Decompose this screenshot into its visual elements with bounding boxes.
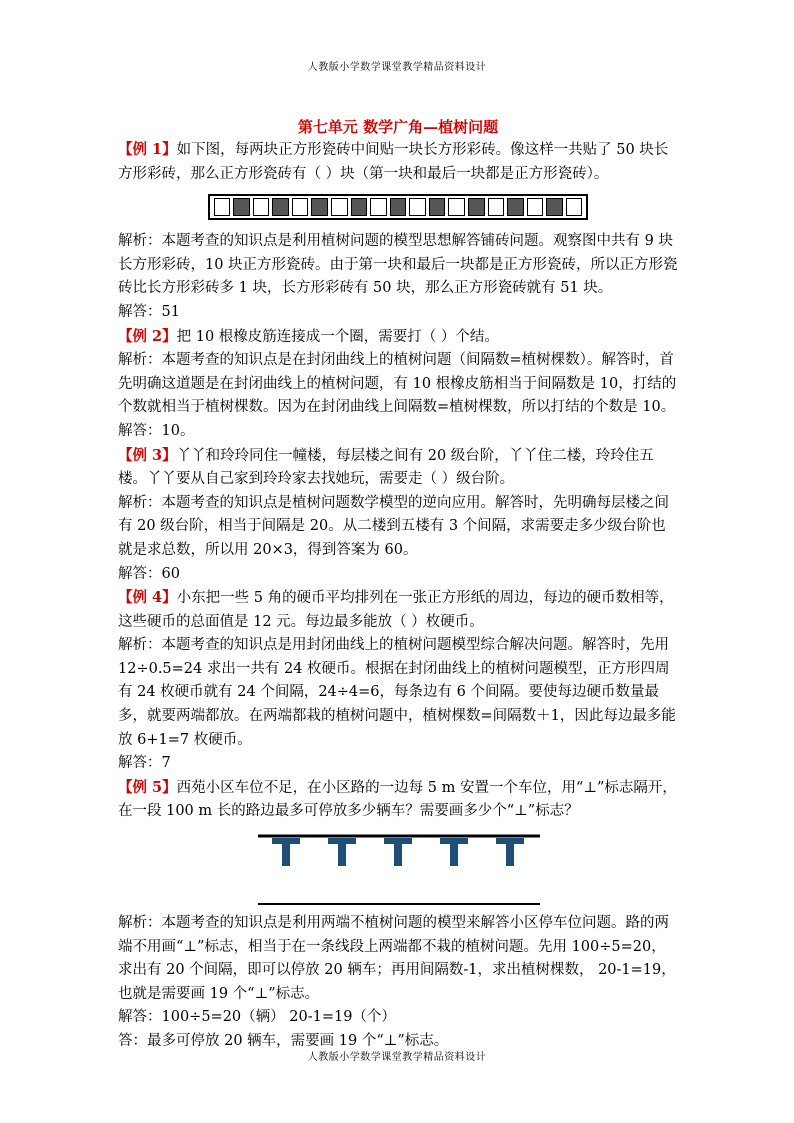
example-1-question: 【例 1】如下图，每两块正方形瓷砖中间贴一块长方形彩砖。像这样一共贴了 50 块长方形彩砖，那么正方形瓷砖有（ ）块（第一块和最后一块都是正方形瓷砖）。 (118, 141, 669, 182)
page-footer: 人教版小学数学课堂教学精品资料设计 (307, 1052, 487, 1063)
rect-tile (311, 198, 328, 216)
example-1-answer: 解答：51 (118, 303, 180, 320)
page-header: 人教版小学数学课堂教学精品资料设计 (307, 62, 487, 73)
parking-diagram (258, 828, 540, 906)
parking-figure (118, 828, 678, 906)
example-2-tag: 【例 2】 (118, 327, 177, 345)
tile-figure (118, 186, 678, 230)
rect-tile (351, 198, 368, 216)
example-3-analysis: 解析：本题考查的知识点是植树问题数学模型的逆向应用。解答时，先明确每层楼之间有 20 级台阶，相当于间隔是 20。从二楼到五楼有 3 个间隔，求需要走多少级台阶也就是求总数，所以用 20×3，得到答案为 60。 (118, 494, 669, 558)
square-tile (370, 198, 387, 216)
example-5-question: 【例 5】西苑小区车位不足，在小区路的一边每 5 m 安置一个车位，用“⊥”标志隔开，在一段 100 m 长的路边最多可停放多少辆车？需要画多少个“⊥”标志？ (118, 778, 677, 820)
rect-tile (546, 198, 563, 216)
parking-marker (328, 838, 356, 866)
square-tile (409, 198, 426, 216)
example-2-question: 【例 2】把 10 根橡皮筋连接成一个圈，需要打（ ）个结。 (118, 327, 499, 345)
example-5-answer: 解答：100÷5=20（辆） 20-1=19（个） (118, 1009, 396, 1026)
tile-strip (208, 194, 588, 220)
parking-marker (440, 838, 468, 866)
square-tile (566, 198, 583, 216)
marker-group (272, 838, 524, 866)
square-tile (527, 198, 544, 216)
example-5-final: 答：最多可停放 20 辆车，需要画 19 个“⊥”标志。 (118, 1033, 449, 1049)
example-4-question: 【例 4】小东把一些 5 角的硬币平均排列在一张正方形纸的周边，每边的硬币数相等，这些硬币的总面值是 12 元。每边最多能放（ ）枚硬币。 (118, 589, 674, 630)
rect-tile (272, 198, 289, 216)
square-tile (214, 198, 231, 216)
example-3-tag: 【例 3】 (118, 446, 177, 464)
rect-tile (233, 198, 250, 216)
parking-marker (384, 838, 412, 866)
rect-tile (429, 198, 446, 216)
example-5-tag: 【例 5】 (118, 778, 177, 796)
square-tile (331, 198, 348, 216)
parking-marker (272, 838, 300, 866)
rect-tile (390, 198, 407, 216)
example-1-analysis: 解析：本题考查的知识点是利用植树问题的模型思想解答铺砖问题。观察图中共有 9 块长方形彩砖，10 块正方形瓷砖。由于第一块和最后一块都是正方形瓷砖，所以正方形瓷砖比长方形彩砖多 1 块，长方形彩砖有 50 块，那么正方形瓷砖就有 51 块。 (118, 233, 678, 297)
example-3-answer: 解答：60 (118, 565, 180, 582)
example-2-analysis: 解析：本题考查的知识点是在封闭曲线上的植树问题（间隔数=植树棵数）。解答时，首先明确这道题是在封闭曲线上的植树问题，有 10 根橡皮筋相当于间隔数是 10，打结的个数就相当于植树棵数。因为在封闭曲线上间隔数=植树棵数，所以打结的个数是 10。 (118, 352, 677, 416)
example-5-analysis: 解析：本题考查的知识点是利用两端不植树问题的模型来解答小区停车位问题。路的两端不用画“⊥”标志，相当于在一条线段上两端都不栽的植树问题。先用 100÷5=20，求出有 20 个间隔，即可以停放 20 辆车；再用间隔数-1，求出植树棵数， 20-1=19，也就是需要画 19 个“⊥”标志。 (118, 915, 676, 1002)
square-tile (253, 198, 270, 216)
example-4-tag: 【例 4】 (118, 589, 177, 607)
rect-tile (507, 198, 524, 216)
example-3-question: 【例 3】丫丫和玲玲同住一幢楼，每层楼之间有 20 级台阶，丫丫住二楼，玲玲住五楼。丫丫要从自己家到玲玲家去找她玩，需要走（ ）级台阶。 (118, 446, 654, 488)
example-4-answer: 解答：7 (118, 755, 171, 772)
square-tile (488, 198, 505, 216)
parking-marker (496, 838, 524, 866)
rect-tile (468, 198, 485, 216)
document-body (118, 116, 678, 1054)
page-title: 第七单元 数学广角—植树问题 (297, 118, 499, 136)
square-tile (448, 198, 465, 216)
square-tile (292, 198, 309, 216)
example-1-tag: 【例 1】 (118, 141, 177, 158)
example-4-analysis: 解析：本题考查的知识点是用封闭曲线上的植树问题模型综合解决问题。解答时，先用 12÷0.5=24 求出一共有 24 枚硬币。根据在封闭曲线上的植树问题模型，正方形四周有 24 枚硬币就有 24 个间隔，24÷4=6，每条边有 6 个间隔。要使每边硬币数量最多，就要两端都放。在两端都栽的植树问题中，植树棵数=间隔数＋1，因此每边最多能放 6+1=7 枚硬币。 (118, 637, 676, 748)
example-2-answer: 解答：10。 (118, 422, 195, 439)
